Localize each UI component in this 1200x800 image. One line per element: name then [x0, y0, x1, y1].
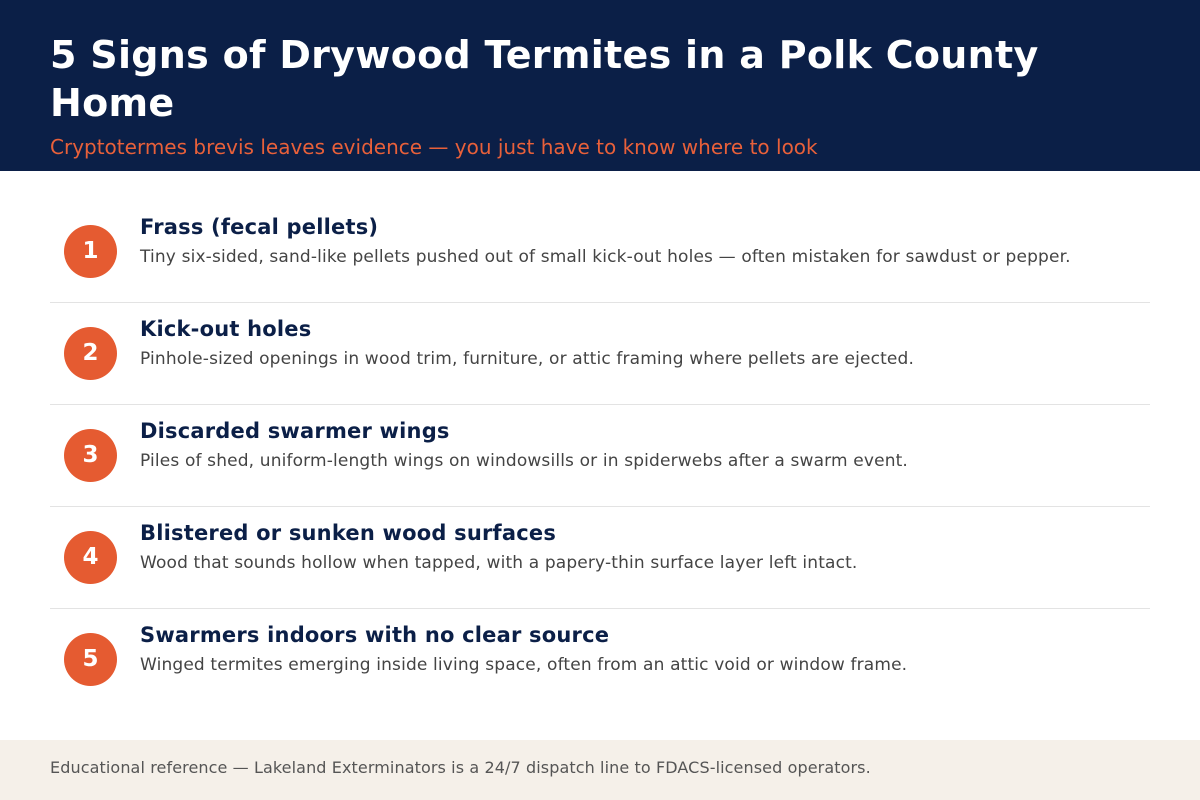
sign-title: Blistered or sunken wood surfaces	[140, 521, 557, 545]
sign-title: Frass (fecal pellets)	[140, 215, 379, 239]
sign-item-5	[50, 609, 1150, 711]
sign-description: Winged termites emerging inside living space, often from an attic void or window frame.	[140, 655, 908, 675]
sign-text	[140, 520, 1140, 576]
sign-text	[140, 622, 1140, 678]
sign-item-2	[50, 303, 1150, 405]
sign-item-3	[50, 405, 1150, 507]
page-subtitle: Cryptotermes brevis leaves evidence — you just have to know where to look	[50, 135, 818, 159]
header-banner	[0, 0, 1200, 171]
sign-number-badge: 2	[64, 327, 117, 380]
sign-title: Kick-out holes	[140, 317, 312, 341]
sign-description: Piles of shed, uniform-length wings on windowsills or in spiderwebs after a swarm event.	[140, 451, 908, 471]
sign-number-badge: 3	[64, 429, 117, 482]
sign-text	[140, 316, 1140, 372]
sign-number-badge: 4	[64, 531, 117, 584]
sign-text	[140, 214, 1140, 270]
sign-item-1	[50, 201, 1150, 303]
sign-description: Tiny six-sided, sand-like pellets pushed out of small kick-out holes — often mistaken for sawdust or pepper.	[140, 247, 1071, 267]
sign-text	[140, 418, 1140, 474]
page-title: 5 Signs of Drywood Termites in a Polk County Home	[50, 33, 1039, 125]
sign-item-4	[50, 507, 1150, 609]
sign-description: Wood that sounds hollow when tapped, with a papery-thin surface layer left intact.	[140, 553, 858, 573]
footer-disclaimer: Educational reference — Lakeland Exterminators is a 24/7 dispatch line to FDACS-licensed operators.	[50, 758, 871, 777]
signs-list	[50, 201, 1150, 711]
sign-title: Discarded swarmer wings	[140, 419, 450, 443]
sign-number-badge: 5	[64, 633, 117, 686]
footer-bar	[0, 740, 1200, 800]
sign-title: Swarmers indoors with no clear source	[140, 623, 610, 647]
sign-number-badge: 1	[64, 225, 117, 278]
sign-description: Pinhole-sized openings in wood trim, furniture, or attic framing where pellets are ejected.	[140, 349, 915, 369]
